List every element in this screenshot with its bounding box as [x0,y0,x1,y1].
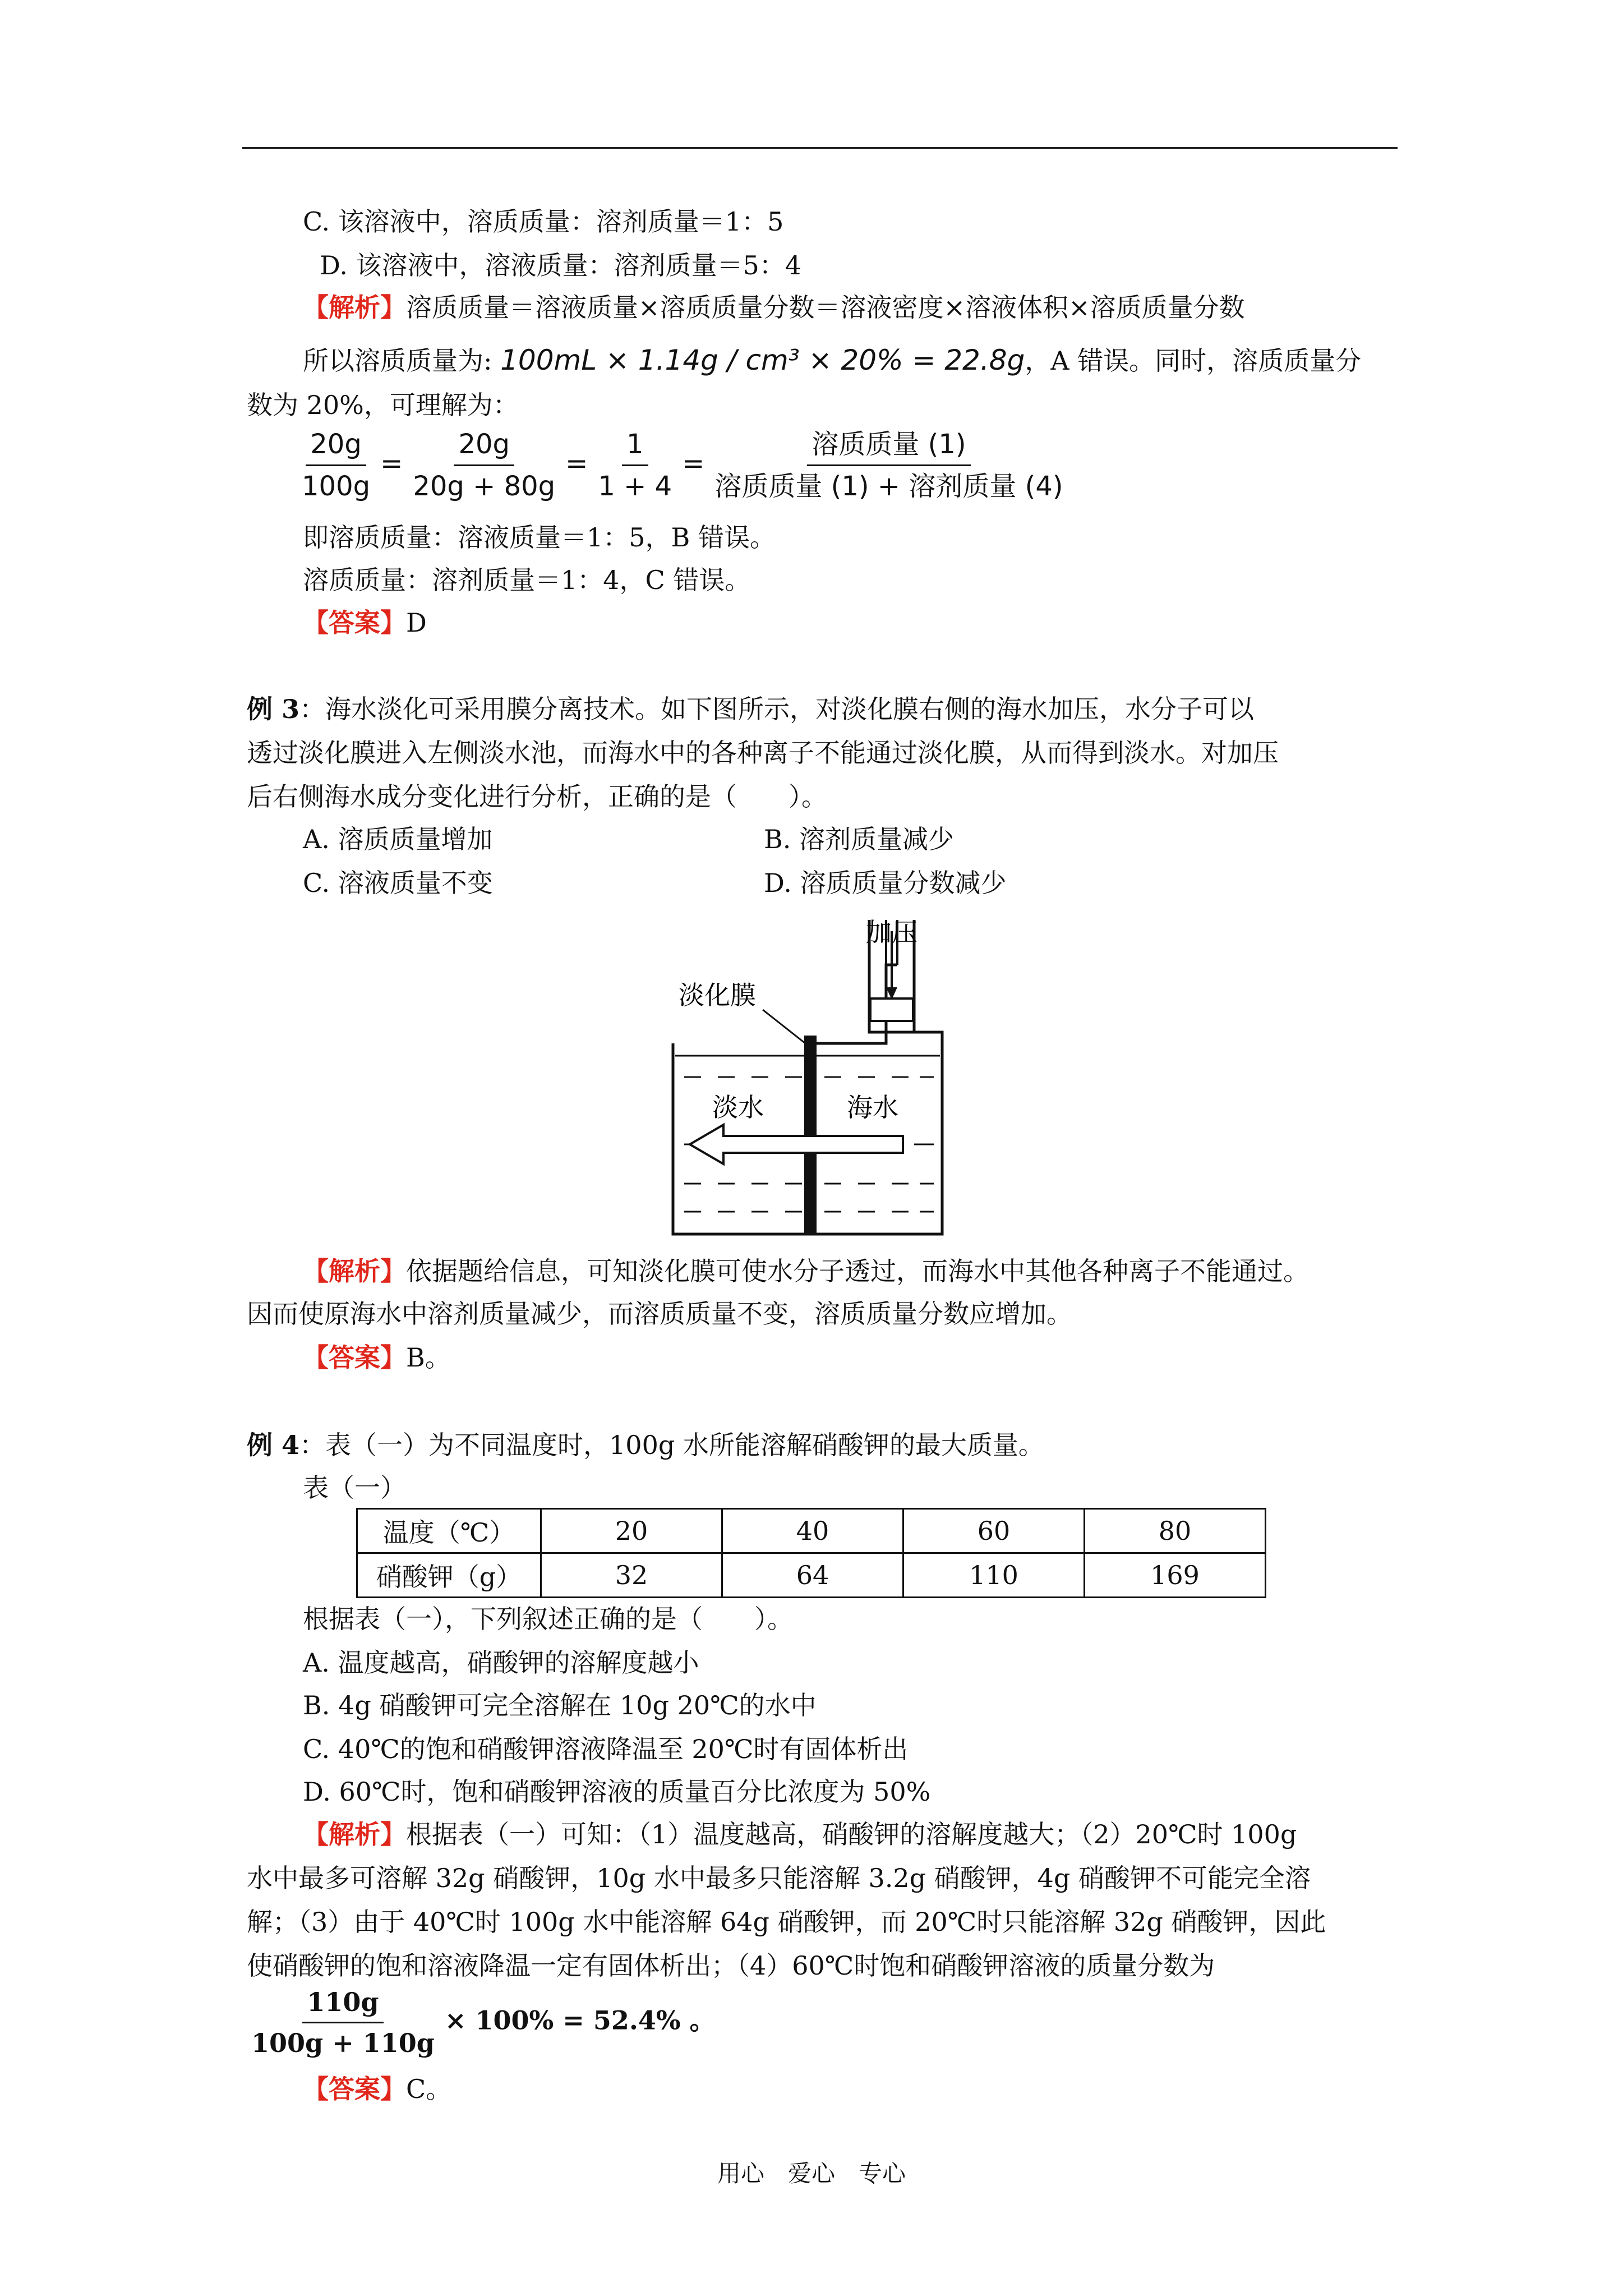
fresh-water-label: 淡水 [712,1092,764,1122]
answer-tag: 【答案】 [303,1342,406,1373]
analysis-tag: 【解析】 [303,1819,406,1849]
example-label: 例 4 [247,1430,300,1460]
question-text: ：海水淡化可采用膜分离技术。如下图所示，对淡化膜右侧的海水加压，水分子可以 [299,694,1255,724]
table-row [357,1509,1266,1553]
ex4-analysis-1 [303,1818,1297,1851]
ex3-q1 [247,692,1254,726]
ex4-q2: 根据表（一），下列叙述正确的是（ ）。 [303,1604,793,1634]
desalination-diagram [667,909,970,1245]
table-cell: 80 [1085,1509,1266,1553]
ex3-option-b: B. 溶剂质量减少 [764,824,955,854]
header-rule [242,147,1398,149]
sea-water-label: 海水 [847,1092,898,1122]
analysis-text: 根据表（一）可知：（1）温度越高，硝酸钾的溶解度越大；（2）20℃时 100g [406,1819,1297,1849]
ex3-q2: 透过淡化膜进入左侧淡水池，而海水中的各种离子不能通过淡化膜，从而得到淡水。对加压 [247,738,1279,768]
answer-tag: 【答案】 [303,2074,406,2104]
fraction-3: $\frac{1}{1 + 4}$ [593,426,676,504]
ex2-option-d: D. 该溶液中，溶液质量：溶剂质量＝5：4 [320,250,802,280]
ex2-line5: 即溶质质量：溶液质量＝1：5，B 错误。 [303,522,776,553]
ex4-analysis-3: 解；（3）由于 40℃时 100g 水中能溶解 64g 硝酸钾，而 20℃时只能溶解 32g 硝酸钾，因此 [247,1907,1326,1937]
table-cell: 110 [903,1553,1085,1598]
answer-tag: 【答案】 [303,608,406,638]
table-cell: 20 [541,1509,722,1553]
ex3-option-d: D. 溶质质量分数减少 [764,868,1007,898]
ex4-option-d: D. 60℃时，饱和硝酸钾溶液的质量百分比浓度为 50% [303,1777,931,1807]
piston [870,999,913,1021]
ex3-option-a: A. 溶质质量增加 [303,824,493,854]
membrane-pointer [763,1010,805,1043]
ex3-answer [303,1341,451,1374]
question-text: ：表（一）为不同温度时，100g 水所能溶解硝酸钾的最大质量。 [299,1430,1044,1460]
table-header-cell: 温度（℃） [357,1509,541,1553]
answer-value: B。 [406,1342,451,1373]
mass-fraction: $\frac{110g}{100g + 110g}$ [247,1985,439,2060]
ex4-option-b: B. 4g 硝酸钾可完全溶解在 10g 20℃的水中 [303,1690,817,1720]
flow-arrow [690,1125,903,1164]
kno3-table [356,1508,1266,1598]
ex4-analysis-4: 使硝酸钾的饱和溶液降温一定有固体析出；（4）60℃时饱和硝酸钾溶液的质量分数为 [247,1950,1215,1981]
analysis-tag: 【解析】 [303,292,406,323]
analysis-tag: 【解析】 [303,1256,406,1286]
answer-value: D [406,608,427,638]
page-footer: 用心 爱心 专心 [717,2160,906,2187]
table-cell: 60 [903,1509,1085,1553]
table-cell: 32 [541,1553,722,1598]
fraction-4: $\frac{\text{溶质质量 (1)}}{\text{溶质质量 (1) + 溶剂质量 (4)}}$ [710,426,1067,504]
ex4-option-a: A. 温度越高，硝酸钾的溶解度越小 [303,1648,699,1678]
ex2-analysis [303,291,1245,324]
ex2-mass-line [303,343,1361,378]
table-cell: 169 [1085,1553,1266,1598]
table-header-cell: 硝酸钾（g） [357,1553,541,1598]
mass-prefix: 所以溶质质量为: [303,346,492,376]
ex3-option-c: C. 溶液质量不变 [303,868,493,898]
analysis-text: 溶质质量＝溶液质量×溶质质量分数＝溶液密度×溶液体积×溶质质量分数 [406,292,1245,323]
table-cell: 40 [722,1509,903,1553]
fraction-1: $\frac{20g}{100g}$ [297,426,375,504]
fraction-tail: × 100% = 52.4% 。 [444,2005,716,2036]
ex4-answer [303,2072,451,2106]
ex2-line6: 溶质质量：溶剂质量＝1：4，C 错误。 [303,565,751,595]
table-cell: 64 [722,1553,903,1598]
ex4-analysis-2: 水中最多可溶解 32g 硝酸钾，10g 水中最多只能溶解 3.2g 硝酸钾，4g 硝酸钾不可能完全溶 [247,1863,1311,1893]
mass-suffix: ，A 错误。同时，溶质质量分 [1025,346,1362,376]
fraction-2: $\frac{20g}{20g + 80g}$ [408,426,560,504]
table-row [357,1553,1266,1598]
ex2-line3: 数为 20%，可理解为： [247,390,519,420]
ex3-q3: 后右侧海水成分变化进行分析，正确的是（ ）。 [247,781,827,812]
ex2-fraction-equation: $\frac{20g}{100g}$ = $\frac{20g}{20g + 80g}$ = $\frac{1}{1 + 4}$ = $\frac{\text{溶质质量 (1)}}{\text{溶质质量 (1) + 溶剂质量 (4)}}$ [292,426,1073,504]
mass-formula: 100mL × 1.14g / cm³ × 20% = 22.8g [500,344,1025,376]
ex3-analysis-2: 因而使原海水中溶剂质量减少，而溶质质量不变，溶质质量分数应增加。 [247,1299,1072,1329]
ex3-analysis-1 [303,1254,1309,1288]
membrane-label: 淡化膜 [679,980,756,1010]
ex4-table-caption: 表（一） [303,1473,406,1503]
ex4-q1 [247,1428,1044,1462]
answer-value: C。 [406,2074,452,2104]
analysis-text: 依据题给信息，可知淡化膜可使水分子透过，而海水中其他各种离子不能通过。 [406,1256,1309,1286]
ex4-option-c: C. 40℃的饱和硝酸钾溶液降温至 20℃时有固体析出 [303,1734,909,1764]
pressure-label: 加压 [866,917,917,947]
ex4-fraction-result [247,1985,716,2060]
ex2-answer [303,606,427,639]
example-label: 例 3 [247,694,300,724]
ex2-option-c: C. 该溶液中，溶质质量：溶剂质量＝1：5 [303,206,784,237]
